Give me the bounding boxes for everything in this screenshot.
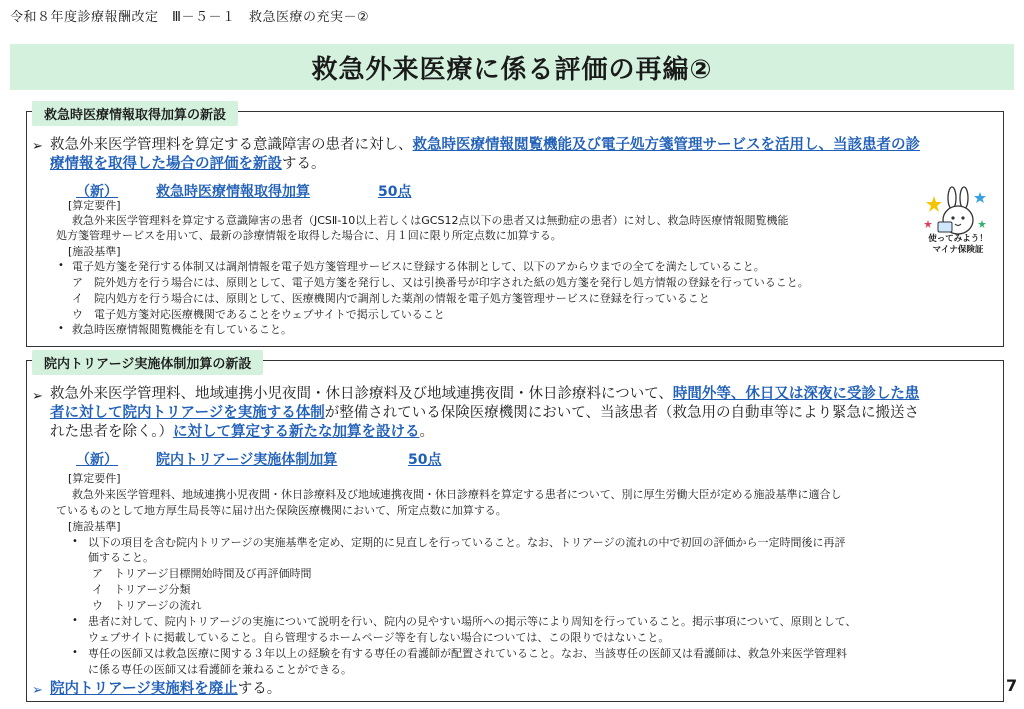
- lead-highlight: 救急時医療情報閲覧機能及び電子処方箋管理サービスを活用し、当該患者の診: [412, 137, 920, 153]
- bullet-arrow-icon: ➢: [32, 139, 43, 154]
- req-label: [算定要件]: [68, 199, 121, 212]
- fac-item: ア 院外処方を行う場合には、原則として、電子処方箋を発行し、又は引換番号が印字された紙の処方箋を発行し処方情報の登録を行っていること。: [72, 276, 809, 289]
- fac-line: 電子処方箋を発行する体制又は調剤情報を電子処方箋管理サービスに登録する体制として、以下のアからウまでの全てを満たしていること。: [72, 260, 765, 273]
- fee-new-label: （新）: [76, 452, 118, 468]
- fac-item: ウ トリアージの流れ: [92, 599, 202, 612]
- lead-text: が整備されている保険医療機関において、当該患者（救急用の自動車等により緊急に搬送さ: [324, 405, 919, 421]
- fac-line: 救急時医療情報閲覧機能を有していること。: [72, 323, 292, 336]
- fac-item: イ 院内処方を行う場合には、原則として、医療機関内で調剤した薬剤の情報を電子処方箋管理サービスに登録を行っていること: [72, 292, 710, 305]
- req-line: 処方箋管理サービスを用いて、最新の診療情報を取得した場合に、月１回に限り所定点数に加算する。: [56, 229, 562, 242]
- title-banner: [10, 44, 1014, 90]
- lead-highlight: に対して算定する新たな加算を設ける: [172, 424, 420, 440]
- lead-highlight: 時間外等、休日又は深夜に受診した患: [672, 386, 920, 402]
- bullet-dot-icon: •: [58, 260, 64, 271]
- mascot-caption: [918, 234, 998, 256]
- fac-line: 専任の医師又は救急医療に関する３年以上の経験を有する専任の看護師が配置されていること。なお、当該専任の医師又は看護師は、救急外来医学管理料: [88, 647, 847, 660]
- lead-highlight: 者に対して院内トリアージを実施する体制: [50, 405, 325, 421]
- fac-label: [施設基準]: [68, 520, 121, 533]
- section2-lead: [50, 385, 1000, 442]
- mascot-caption-line: マイナ保険証: [932, 245, 984, 255]
- req-line: 救急外来医学管理料、地域連携小児夜間・休日診療料及び地域連携夜間・休日診療料を算定する患者について、別に厚生労働大臣が定める施設基準に適合し: [72, 488, 842, 501]
- section-tag-2: 院内トリアージ実施体制加算の新設: [32, 350, 263, 375]
- fac-label: [施設基準]: [68, 245, 121, 258]
- fee-name: 院内トリアージ実施体制加算: [156, 452, 338, 468]
- fac-line: 患者に対して、院内トリアージの実施について説明を行い、院内の見やすい場所への掲示等により周知を行っていること。掲示事項について、原則として、: [88, 615, 857, 628]
- fac-line: 以下の項目を含む院内トリアージの実施基準を定め、定期的に見直しを行っていること。なお、トリアージの流れの中で初回の評価から一定時間後に再評: [88, 536, 846, 549]
- section-tag-1: 救急時医療情報取得加算の新設: [32, 101, 238, 126]
- bullet-dot-icon: •: [58, 323, 64, 334]
- fee-new-label: （新）: [76, 184, 118, 200]
- lead-text: する。: [282, 156, 326, 172]
- bullet-dot-icon: •: [72, 536, 78, 547]
- bullet-arrow-icon: ➢: [32, 683, 43, 698]
- req-line: 救急外来医学管理料を算定する意識障害の患者（JCSⅡ-10以上若しくはGCS12点以下の患者又は無動症の患者）に対し、救急時医療情報閲覧機能: [72, 214, 789, 227]
- fac-item: イ トリアージ分類: [92, 583, 191, 596]
- fac-line: ウェブサイトに掲載していること。自ら管理するホームページ等を有しない場合については、この限りではないこと。: [88, 631, 670, 644]
- page-title: 救急外来医療に係る評価の再編②: [311, 54, 713, 85]
- page-number: 7: [1006, 676, 1018, 695]
- fac-line: に係る専任の医師又は看護師を兼ねることができる。: [88, 663, 352, 676]
- fee-points: 50点: [408, 452, 442, 468]
- lead-text: 救急外来医学管理料を算定する意識障害の患者に対し、: [50, 137, 413, 153]
- req-label: [算定要件]: [68, 472, 121, 485]
- fee-points: 50点: [378, 184, 412, 200]
- abolish-text: する。: [237, 681, 282, 697]
- bullet-dot-icon: •: [72, 647, 78, 658]
- fee-name: 救急時医療情報取得加算: [156, 184, 310, 200]
- abolish-highlight: 院内トリアージ実施料を廃止: [50, 681, 238, 697]
- mascot-caption-line: 使ってみよう！: [928, 234, 988, 244]
- bullet-dot-icon: •: [72, 615, 78, 626]
- breadcrumb: 令和８年度診療報酬改定 Ⅲ－５－１ 救急医療の充実－②: [10, 10, 370, 25]
- fac-line: 価すること。: [88, 551, 154, 564]
- lead-text: 救急外来医学管理料、地域連携小児夜間・休日診療料及び地域連携夜間・休日診療料について、: [50, 386, 673, 402]
- lead-text: 。: [419, 424, 434, 440]
- fac-item: ア トリアージ目標開始時間及び再評価時間: [92, 567, 312, 580]
- lead-highlight: 療情報を取得した場合の評価を新設: [50, 156, 282, 172]
- req-line: ているものとして地方厚生局長等に届け出た保険医療機関において、所定点数に加算する。: [56, 504, 507, 517]
- abolish-line: [50, 680, 281, 699]
- bullet-arrow-icon: ➢: [32, 389, 43, 404]
- fac-item: ウ 電子処方箋対応医療機関であることをウェブサイトで掲示していること: [72, 308, 445, 321]
- section1-lead: [50, 136, 1000, 174]
- lead-text: れた患者を除く。）: [50, 424, 173, 440]
